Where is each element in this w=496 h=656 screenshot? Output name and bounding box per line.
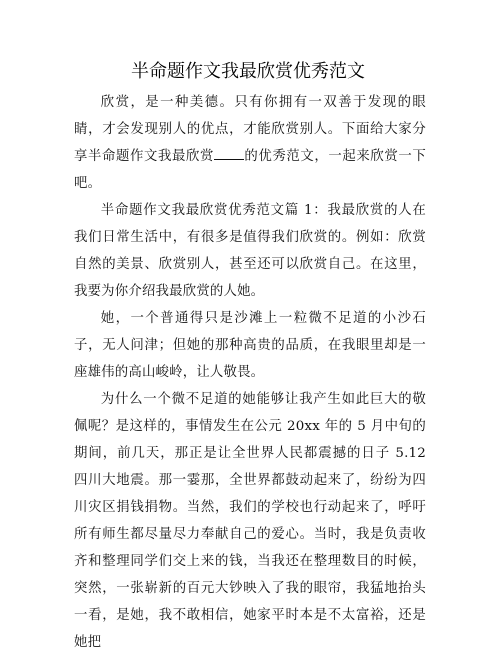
paragraph-3: 为什么一个微不足道的她能够让我产生如此巨大的敬佩呢？是这样的，事情发生在公元 20xx 年的 5 月中旬的期间，前几天，那正是让全世界人民都震撼的日子 5.12 四川大地震。那一霎那，全世界都鼓动起来了，纷纷为四川灾区捐钱捐物。当然，我们的学校也行动起来了，呼吁所有师生都尽量尽力奉献自己的爱心。当时，我是负责收齐和整理同学们交上来的钱，当我还在整理数目的时候，突然，一张崭新的百元大钞映入了我的眼帘，我猛地抬头一看，是她，我不敢相信，她家平时本是不太富裕，还是她把 [74,392,426,650]
document-body [74,89,426,656]
intro-text-part2: 的优秀范文，一起来欣赏一下吧。 [74,149,426,191]
intro-text-part1: 欣赏，是一种美德。只有你拥有一双善于发现的眼睛，才会发现别人的优点，才能欣赏别人。下面给大家分享半命题作文我最欣赏 [74,95,426,164]
fill-in-blank [214,147,244,160]
paragraph-1: 半命题作文我最欣赏优秀范文篇 1：我最欣赏的人在我们日常生活中，有很多是值得我们欣赏的。例如：欣赏自然的美景、欣赏别人，甚至还可以欣赏自己。在这里，我要为你介绍我最欣赏的人她。 [74,203,426,299]
paragraph-2: 她，一个普通得只是沙滩上一粒微不足道的小沙石子，无人问津；但她的那种高贵的品质，在我眼里却是一座雄伟的高山峻岭，让人敬畏。 [74,311,426,380]
document-title: 半命题作文我最欣赏优秀范文 [131,61,365,82]
intro-paragraph [74,89,426,197]
